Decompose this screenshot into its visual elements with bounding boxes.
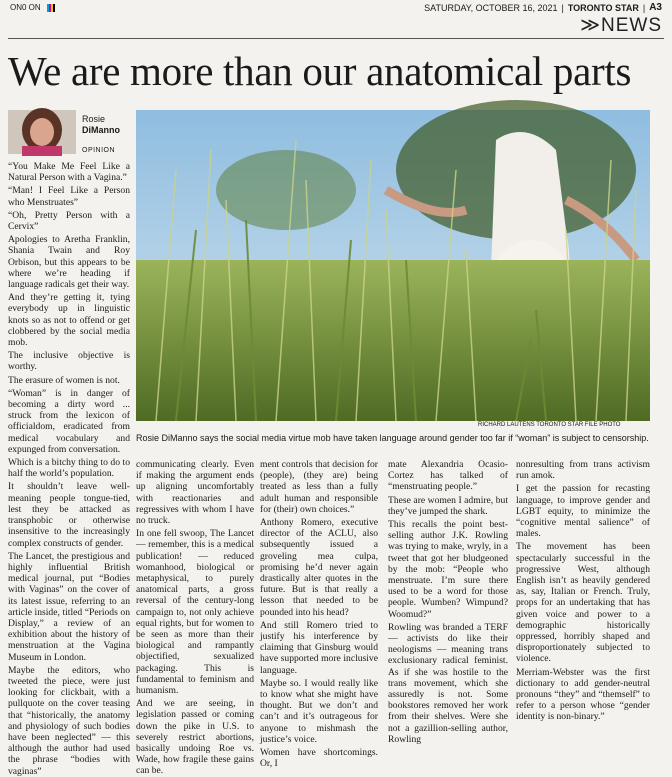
paragraph: “Woman” is in danger of becoming a dirty word ... struck from the lexicon of officialdom, eradicated from medical vocabulary and expunged from conversation.: [8, 387, 130, 455]
paragraph: “Man! I Feel Like a Person who Menstruates”: [8, 185, 130, 208]
paragraph: nonresulting from trans activism run amok.: [516, 459, 650, 482]
paragraph: Maybe so. I would really like to know what she might have thought. But we don’t and can’t and it’s outrageous for anyone to mishmash the justice’s voice.: [260, 677, 378, 745]
paragraph: Merriam-Webster was the first dictionary to add gender-neutral pronouns “they” and “themself” to refer to a person whose “gender identity is non-binary.”: [516, 666, 650, 723]
photo-credit: RICHARD LAUTENS TORONTO STAR FILE PHOTO: [478, 422, 621, 428]
opinion-tag: OPINION: [82, 147, 116, 154]
masthead-bar: [0, 0, 672, 14]
paragraph: In one fell swoop, The Lancet — remember, this is a medical publication! — reduced womanhood, biological or metaphysical, to purely anatomical parts, a gross reversal of the century-long campaign to, not only achieve equal rights, but for women to be seen as more than their biological and rampantly objectified, sexualized packaging. This is fundamental to feminism and humanism.: [136, 528, 254, 697]
feature-photo: [136, 110, 650, 421]
paragraph: Women have shortcomings. Or, I: [260, 747, 378, 770]
paragraph: Anthony Romero, executive director of the ACLU, also subsequently issued a groveling mea culpa, promising he’d never again drastically alter quotes in the future. But is that really a lesson that needed to be pounded into his head?: [260, 517, 378, 618]
author-last-name: DiManno: [82, 125, 120, 135]
author-avatar: [8, 110, 76, 154]
issue-date: SATURDAY, OCTOBER 16, 2021: [424, 2, 558, 13]
paragraph: mate Alexandria Ocasio-Cortez has talked of “menstruating people.”: [388, 459, 508, 493]
paragraph: These are women I admire, but they’ve jumped the shark.: [388, 494, 508, 517]
paragraph: Apologies to Aretha Franklin, Shania Twain and Roy Orbison, but this appears to be where we’re heading if language radicals get their way.: [8, 234, 130, 291]
photo-caption: Rosie DiManno says the social media virtue mob have taken language around gender too far if “woman” is subject to censorship.: [136, 433, 649, 443]
column-5: [516, 459, 650, 723]
paragraph: Which is a bitchy thing to do to half the world’s population.: [8, 457, 130, 480]
paragraph: ment controls that decision for (people), (they are) being treated as less than a fully adult human and responsible for (their) own choices.”: [260, 459, 378, 515]
column-2: [136, 459, 254, 777]
page-number: A3: [649, 2, 662, 13]
paragraph: Rowling was branded a TERF — activists do like their neologisms — meaning trans exclusionary radical feminist. As if she was hostile to the trans movement, which she assuredly is not. Some bookstores removed her work from their shelves. Were she not a gazillion-selling author, Rowling: [388, 621, 508, 745]
paragraph: And they’re getting it, tying everybody up in linguistic knots so as not to offend or get clobbered by the social media mob.: [8, 292, 130, 349]
paper-name: TORONTO STAR: [567, 2, 639, 13]
paragraph: It shouldn’t leave well-meaning people tongue-tied, lest they be attacked as transphobic or otherwise insensitive to the increasingly complex constructs of gender.: [8, 481, 130, 549]
paragraph: communicating clearly. Even if making the argument ends up aligning uncomfortably with reactionaries and regressives with whom I have no truck.: [136, 459, 254, 527]
paragraph: And we are seeing, in legislation passed or coming down the pike in U.S. to severely restrict abortions, basically undoing Roe vs. Wade, how fragile these gains can be.: [136, 698, 254, 777]
author-first-name: Rosie: [82, 114, 106, 124]
color-registration-icon: [47, 4, 55, 12]
masthead-info: SATURDAY, OCTOBER 16, 2021 | TORONTO STAR | A3: [424, 2, 662, 13]
section-label: ≫NEWS: [580, 15, 662, 36]
paragraph: The inclusive objective is worthy.: [8, 350, 130, 373]
column-1: [8, 161, 130, 777]
edition-marks: [10, 3, 55, 12]
paragraph: “Oh, Pretty Person with a Cervix”: [8, 209, 130, 233]
paragraph: The erasure of women is not.: [8, 374, 120, 386]
paragraph: I get the passion for recasting language, to improve gender and LGBT equity, to minimize the “cognitive mental salience” of males.: [516, 483, 650, 540]
paragraph: Maybe the editors, who tweeted the piece, were just looking for clickbait, with a pullquote on the cover teasing that “historically, the anatomy and physiology of such bodies have been neglected” — this although the author had used the phrase “bodies with vaginas”: [8, 664, 130, 777]
paragraph: And still Romero tried to justify his interference by claiming that Ginsburg would have supported more inclusive language.: [260, 619, 378, 676]
paragraph: This recalls the point best-selling author J.K. Rowling was trying to make, wryly, in a tweet that got her bludgeoned by the mob: “People who menstruate. I’m sure there used to be a word for those people. Wumben? Wimpund? Woomud?”: [388, 519, 508, 620]
column-3: [260, 459, 378, 770]
author-name: [82, 114, 120, 136]
paragraph: The Lancet, the prestigious and highly influential British medical journal, put “Bodies with Vaginas” on the cover of its latest issue, referring to an article inside, titled “Periods on Display,” a review of an exhibition about the history of menstruation at the Vagina Museum in London.: [8, 550, 130, 663]
header-divider: [8, 38, 664, 39]
paragraph: “You Make Me Feel Like a Natural Person with a Vagina.”: [8, 161, 130, 184]
edition-codes: ON0 ON: [10, 3, 41, 12]
paragraph: The movement has been spectacularly successful in the progressive West, although English isn’t as heavily gendered as, say, Italian or French. Truly, props for an undertaking that has given voice and power to a demographic historically oppressed, horribly shaped and disproportionately subjected to violence.: [516, 541, 650, 665]
column-4: [388, 459, 508, 745]
headline: We are more than our anatomical parts: [8, 48, 632, 94]
